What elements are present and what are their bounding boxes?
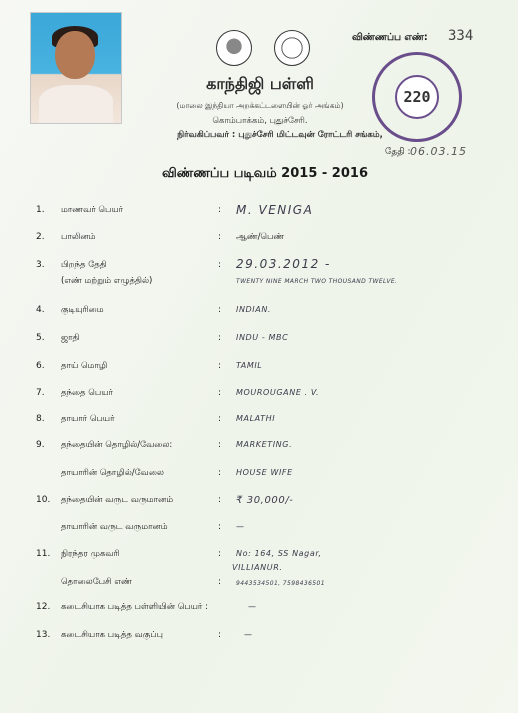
field-label-secondary: (எண் மற்றும் எழுத்தில்) [61, 276, 153, 286]
field-label: தொலைபேசி எண் [61, 577, 132, 587]
school-seal-icon [274, 30, 310, 66]
date-label: தேதி : [385, 147, 411, 157]
application-number-label: விண்ணப்ப எண்: [352, 32, 428, 43]
field-value: 29.03.2012 - [236, 257, 331, 271]
field-label: பாலினம் [61, 232, 96, 242]
field-label: தாய் மொழி [61, 361, 108, 371]
field-row: தொலைபேசி எண் : 9443534501, 7598436501 [61, 577, 325, 587]
field-value-secondary: TWENTY NINE MARCH TWO THOUSAND TWELVE. [236, 278, 398, 285]
student-photo [30, 12, 122, 124]
application-number: 334 [448, 28, 474, 44]
administrator: நிர்வகிப்பவர் : புதுச்சேரி மிட்டவுன் ரோட்டரி சங்கம், [177, 130, 383, 140]
field-value: No: 164, SS Nagar, [236, 549, 322, 558]
field-label: நிரந்தர முகவரி [61, 549, 120, 559]
field-label: மாணவர் பெயர் [61, 205, 124, 215]
gandhi-logo-icon [216, 30, 252, 66]
field-label: தாயாரின் தொழில்/வேலை [61, 468, 164, 478]
school-stamp [372, 52, 462, 142]
field-value: ₹ 30,000/- [236, 495, 294, 506]
field-value: MARKETING. [236, 440, 293, 449]
field-label: தந்தையின் வருட வருமானம் [61, 495, 174, 505]
field-value: ஆண்/பெண் [236, 232, 285, 242]
field-value: — [244, 630, 253, 639]
field-row: 1. மாணவர் பெயர் : M. VENIGA [36, 203, 314, 217]
stamp-number: 220 [395, 75, 439, 119]
field-row: 7. தந்தை பெயர் : MOUROUGANE . V. [36, 388, 320, 398]
field-label: தந்தை பெயர் [61, 388, 113, 398]
field-row: 9. தந்தையின் தொழில்/வேலை: : MARKETING. [36, 440, 293, 450]
field-row: 8. தாயார் பெயர் : MALATHI [36, 414, 276, 424]
field-row: 10. தந்தையின் வருட வருமானம் : ₹ 30,000/- [36, 495, 294, 506]
school-name: காந்திஜி பள்ளி [206, 74, 314, 93]
field-row: 4. குடியுரிமை : INDIAN. [36, 305, 272, 315]
field-label: தந்தையின் தொழில்/வேலை: [61, 440, 173, 450]
field-row: 13. கடைசியாக படித்த வகுப்பு : — [36, 630, 253, 640]
field-row: தாயாரின் தொழில்/வேலை : HOUSE WIFE [61, 468, 293, 478]
form-title: விண்ணப்ப படிவம் 2015 - 2016 [161, 166, 368, 181]
field-value: — [248, 602, 257, 611]
affiliation: (மாலை இந்தியா அறக்கட்டளையின் ஓர் அங்கம்) [176, 101, 344, 110]
field-value: M. VENIGA [236, 203, 314, 217]
field-value: TAMIL [236, 361, 263, 370]
field-row: 3. பிறந்த தேதி : 29.03.2012 - [36, 257, 331, 271]
field-label: குடியுரிமை [61, 305, 104, 315]
field-value-secondary: VILLIANUR. [232, 563, 283, 572]
field-label: கடைசியாக படித்த பள்ளியின் பெயர் : [61, 602, 208, 612]
field-value: — [236, 522, 245, 531]
field-label: தாயாரின் வருட வருமானம் [61, 522, 168, 532]
field-label: பிறந்த தேதி [61, 260, 107, 270]
school-address: கொம்பாக்கம், புதுச்சேரி. [212, 116, 308, 126]
field-row: 5. ஜாதி : INDU - MBC [36, 333, 289, 343]
field-label: கடைசியாக படித்த வகுப்பு [61, 630, 163, 640]
field-row: தாயாரின் வருட வருமானம் : — [61, 522, 245, 532]
field-row: 11. நிரந்தர முகவரி : No: 164, SS Nagar, [36, 549, 322, 559]
field-value: MOUROUGANE . V. [236, 388, 320, 397]
field-row: 12. கடைசியாக படித்த பள்ளியின் பெயர் : — [36, 602, 257, 612]
field-value: INDU - MBC [236, 333, 289, 342]
field-row-continued [0, 276, 518, 292]
field-row: 6. தாய் மொழி : TAMIL [36, 361, 263, 371]
field-value: 9443534501, 7598436501 [236, 580, 325, 587]
field-value: INDIAN. [236, 305, 272, 314]
field-label: தாயார் பெயர் [61, 414, 115, 424]
date-value: 06.03.15 [410, 145, 467, 158]
field-label: ஜாதி [61, 333, 80, 343]
field-value: HOUSE WIFE [236, 468, 293, 477]
field-value: MALATHI [236, 414, 276, 423]
field-row: 2. பாலினம் : ஆண்/பெண் [36, 232, 285, 242]
